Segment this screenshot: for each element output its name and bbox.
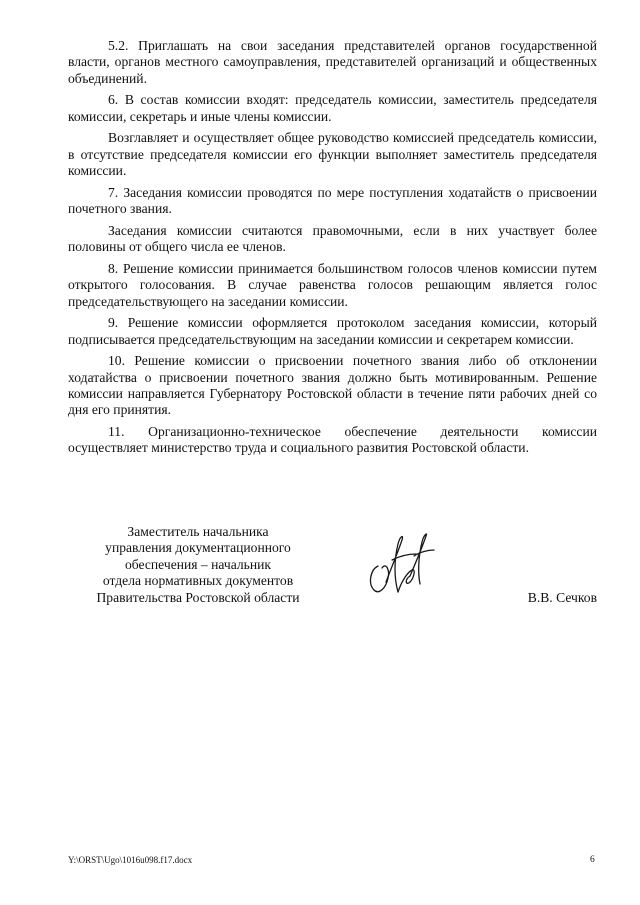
signatory-name: В.В. Сечков — [527, 590, 597, 605]
position-line: отдела нормативных документов — [102, 573, 294, 589]
paragraph-7: 7. Заседания комиссии проводятся по мере поступления ходатайств о присвоении почетного звания. — [68, 184, 597, 217]
position-line: Правительства Ростовской области — [96, 589, 300, 605]
paragraph-7-quorum: Заседания комиссии считаются правомочными, если в них участвует более половины от общего числа ее членов. — [68, 222, 597, 255]
paragraph-6-leadership: Возглавляет и осуществляет общее руководство комиссией председатель комиссии, в отсутствие председателя комиссии его функции выполняет заместитель председателя комиссии. — [68, 130, 597, 179]
page-number: 6 — [590, 855, 595, 865]
document-body — [68, 38, 597, 462]
paragraph-5-2: 5.2. Приглашать на свои заседания представителей органов государственной власти, органов местного самоуправления, представителей организаций и общественных объединений. — [68, 38, 597, 86]
position-line: обеспечения – начальник — [124, 556, 272, 572]
paragraph-9: 9. Решение комиссии оформляется протоколом заседания комиссии, который подписывается председательствующим на заседании комиссии и секретарем комиссии. — [68, 315, 597, 347]
paragraph-11: 11. Организационно-техническое обеспечение деятельности комиссии осуществляет министерство труда и социального развития Ростовской области. — [68, 424, 597, 456]
paragraph-10: 10. Решение комиссии о присвоении почетного звания либо об отклонении ходатайства о присвоении почетного звания должно быть мотивированным. Решение комиссии направляется Губернатору Ростовской области в течение пяти рабочих дней со дня его принятия. — [68, 353, 597, 418]
position-line: Заместитель начальника — [127, 524, 269, 539]
position-line: управления документационного — [105, 540, 291, 556]
footer-file-path: Y:\ORST\Ugo\1016u098.f17.docx — [68, 855, 193, 865]
paragraph-6: 6. В состав комиссии входят: председатель комиссии, заместитель председателя комиссии, секретарь и иные члены комиссии. — [68, 92, 597, 124]
paragraph-8: 8. Решение комиссии принимается большинством голосов членов комиссии путем открытого голосования. В случае равенства голосов решающим является голос председательствующего на заседании комиссии. — [68, 260, 597, 309]
signatory-position — [68, 524, 328, 606]
handwritten-signature — [364, 526, 444, 606]
signature-block — [68, 524, 597, 614]
